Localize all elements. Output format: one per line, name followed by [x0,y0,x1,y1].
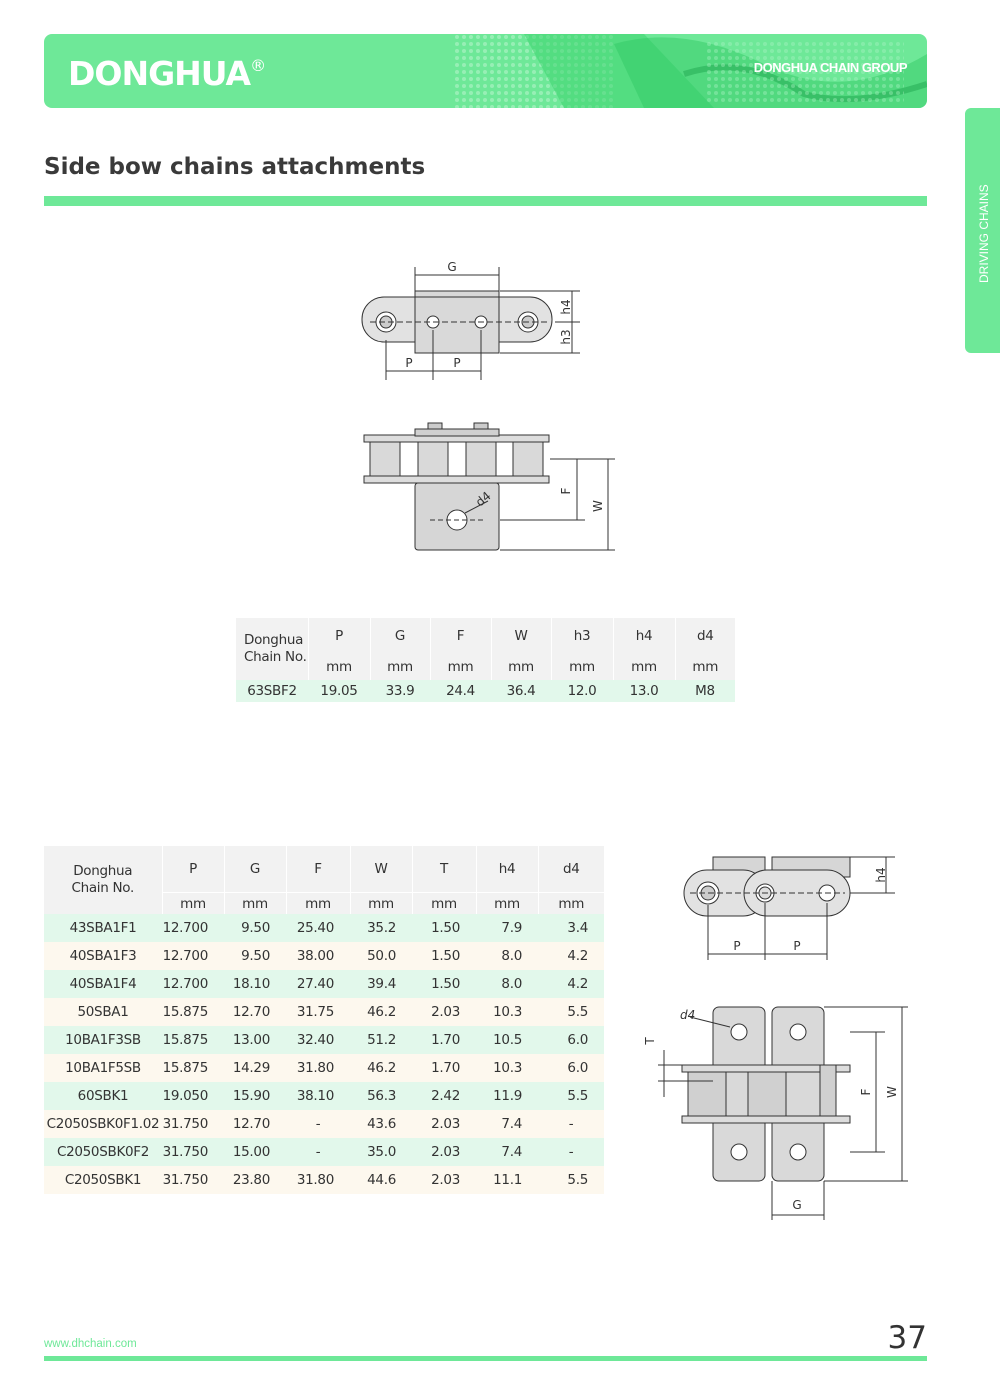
table-cell: 9.50 [224,942,286,970]
col-header-P: P [162,846,224,893]
table-cell: 10BA1F3SB [44,1026,162,1054]
table-cell: 12.70 [224,1110,286,1138]
table-cell: 10.5 [476,1026,538,1054]
table-cell: 40SBA1F4 [44,970,162,998]
table-cell: 19.05 [308,680,370,702]
table-cell: 39.4 [350,970,412,998]
table-cell: 3.4 [538,914,604,942]
table-cell: - [538,1110,604,1138]
table-cell: C2050SBK0F1.02 [44,1110,162,1138]
dim-label-h3: h3 [559,329,573,345]
col-header-G: G [224,846,286,893]
table-cell: 7.4 [476,1110,538,1138]
table-cell: 5.5 [538,998,604,1026]
table-cell: C2050SBK0F2 [44,1138,162,1166]
page-title: Side bow chains attachments [44,154,426,180]
unit-cell: mm [162,893,224,915]
dim2-label-T: T [643,1037,657,1045]
table-cell: 11.9 [476,1082,538,1110]
dim2-label-F: F [859,1088,873,1096]
col-header-h4: h4 [613,618,675,653]
unit-cell: mm [412,893,476,915]
unit-cell: mm [613,653,675,680]
table-cell: 40SBA1F3 [44,942,162,970]
table-cell: 9.50 [224,914,286,942]
table-cell: 60SBK1 [44,1082,162,1110]
spec-table-2 [44,846,604,1194]
dim2-label-h4: h4 [874,867,888,883]
table-cell: 36.4 [491,680,551,702]
unit-cell: mm [675,653,735,680]
table-cell: 7.4 [476,1138,538,1166]
brand-logo: DONGHUA® [68,54,266,93]
table-cell: 38.00 [286,942,350,970]
table-cell: 1.50 [412,942,476,970]
col-header-W: W [491,618,551,653]
unit-cell: mm [286,893,350,915]
table-cell: 2.03 [412,998,476,1026]
table-cell: 4.2 [538,942,604,970]
table-cell: M8 [675,680,735,702]
table-cell: 12.70 [224,998,286,1026]
dim-label-P1: P [405,356,413,370]
dim-label-W: W [591,500,605,512]
table-cell: - [538,1138,604,1166]
table-cell: 15.875 [162,1026,224,1054]
table-cell: 31.80 [286,1166,350,1194]
table-row [44,1166,604,1194]
table-cell: 2.42 [412,1082,476,1110]
table-cell: 12.700 [162,914,224,942]
dim-label-P2: P [453,356,461,370]
table-cell: 2.03 [412,1166,476,1194]
table-cell: 15.875 [162,1054,224,1082]
table-cell: 35.2 [350,914,412,942]
table-cell: 12.700 [162,970,224,998]
table-row [44,1026,604,1054]
dim2-label-P2: P [793,939,801,953]
group-name: DONGHUA CHAIN GROUP [753,60,907,75]
table-cell: 27.40 [286,970,350,998]
table-cell: 13.0 [613,680,675,702]
table-cell: 31.80 [286,1054,350,1082]
table-cell: 13.00 [224,1026,286,1054]
table-cell: 12.700 [162,942,224,970]
table-cell: 56.3 [350,1082,412,1110]
header-banner [44,34,927,108]
table-cell: 10.3 [476,998,538,1026]
col-header-chain-no: Donghua Chain No. [236,618,308,680]
table-cell: 5.5 [538,1082,604,1110]
table-cell: 4.2 [538,970,604,998]
unit-cell: mm [476,893,538,915]
unit-cell: mm [224,893,286,915]
table-row [44,1110,604,1138]
table-cell: 46.2 [350,998,412,1026]
table-cell: 63SBF2 [236,680,308,702]
title-rule [44,196,927,206]
page-number: 37 [887,1320,927,1356]
col-header-d4: d4 [538,846,604,893]
table-cell: 1.50 [412,970,476,998]
col-header-h3: h3 [551,618,613,653]
table-cell: 2.03 [412,1110,476,1138]
col-header-F: F [430,618,491,653]
col-header-d4: d4 [675,618,735,653]
table-cell: 44.6 [350,1166,412,1194]
col-header-F: F [286,846,350,893]
table-cell: 31.750 [162,1110,224,1138]
side-tab [965,108,1000,353]
table-cell: 35.0 [350,1138,412,1166]
table-cell: 31.75 [286,998,350,1026]
table-cell: 1.70 [412,1054,476,1082]
unit-cell: mm [491,653,551,680]
unit-cell: mm [551,653,613,680]
dim2-label-W: W [885,1086,899,1098]
table-cell: 43SBA1F1 [44,914,162,942]
table-cell: 10BA1F5SB [44,1054,162,1082]
table-cell: 18.10 [224,970,286,998]
col-header-P: P [308,618,370,653]
table-cell: 31.750 [162,1166,224,1194]
table-cell: - [286,1110,350,1138]
col-header-chain-no: Donghua Chain No. [44,846,162,914]
table-row [44,942,604,970]
dim-label-F: F [559,487,573,495]
unit-cell: mm [538,893,604,915]
table-cell: C2050SBK1 [44,1166,162,1194]
spec-table-1 [236,618,735,702]
table-row [44,1138,604,1166]
table-row [44,998,604,1026]
dim-label-d4: d4 [472,488,494,510]
table-cell: 10.3 [476,1054,538,1082]
table-cell: 6.0 [538,1054,604,1082]
table-row [236,680,735,702]
table-cell: - [286,1138,350,1166]
table-cell: 24.4 [430,680,491,702]
dim-label-h4: h4 [559,299,573,315]
table-cell: 1.70 [412,1026,476,1054]
diagram-bent-attachment [640,845,910,1225]
col-header-G: G [370,618,430,653]
table-cell: 25.40 [286,914,350,942]
table-cell: 6.0 [538,1026,604,1054]
table-cell: 5.5 [538,1166,604,1194]
table-cell: 12.0 [551,680,613,702]
table-cell: 15.90 [224,1082,286,1110]
side-tab-label: DRIVING CHAINS [977,184,991,283]
col-header-W: W [350,846,412,893]
unit-cell: mm [308,653,370,680]
table-row [44,1082,604,1110]
diagram-top-attachment [350,255,630,565]
dim2-label-G: G [792,1198,802,1212]
table-cell: 50.0 [350,942,412,970]
table-cell: 23.80 [224,1166,286,1194]
dim2-label-P1: P [733,939,741,953]
dim2-label-d4: d4 [680,1008,696,1022]
table-cell: 46.2 [350,1054,412,1082]
table-row [44,1054,604,1082]
table-cell: 38.10 [286,1082,350,1110]
table-cell: 43.6 [350,1110,412,1138]
table-cell: 15.875 [162,998,224,1026]
table-cell: 51.2 [350,1026,412,1054]
table-cell: 11.1 [476,1166,538,1194]
table-cell: 8.0 [476,942,538,970]
table-cell: 2.03 [412,1138,476,1166]
col-header-h4: h4 [476,846,538,893]
unit-cell: mm [430,653,491,680]
table-row [44,970,604,998]
unit-cell: mm [370,653,430,680]
unit-cell: mm [350,893,412,915]
table-cell: 8.0 [476,970,538,998]
table-cell: 7.9 [476,914,538,942]
table-cell: 50SBA1 [44,998,162,1026]
footer-url[interactable]: www.dhchain.com [44,1338,137,1350]
table-cell: 19.050 [162,1082,224,1110]
table-row [44,914,604,942]
dim-label-G: G [447,260,457,274]
table-cell: 32.40 [286,1026,350,1054]
col-header-T: T [412,846,476,893]
table-cell: 33.9 [370,680,430,702]
table-cell: 14.29 [224,1054,286,1082]
footer-rule [44,1356,927,1361]
table-cell: 15.00 [224,1138,286,1166]
table-cell: 31.750 [162,1138,224,1166]
table-cell: 1.50 [412,914,476,942]
